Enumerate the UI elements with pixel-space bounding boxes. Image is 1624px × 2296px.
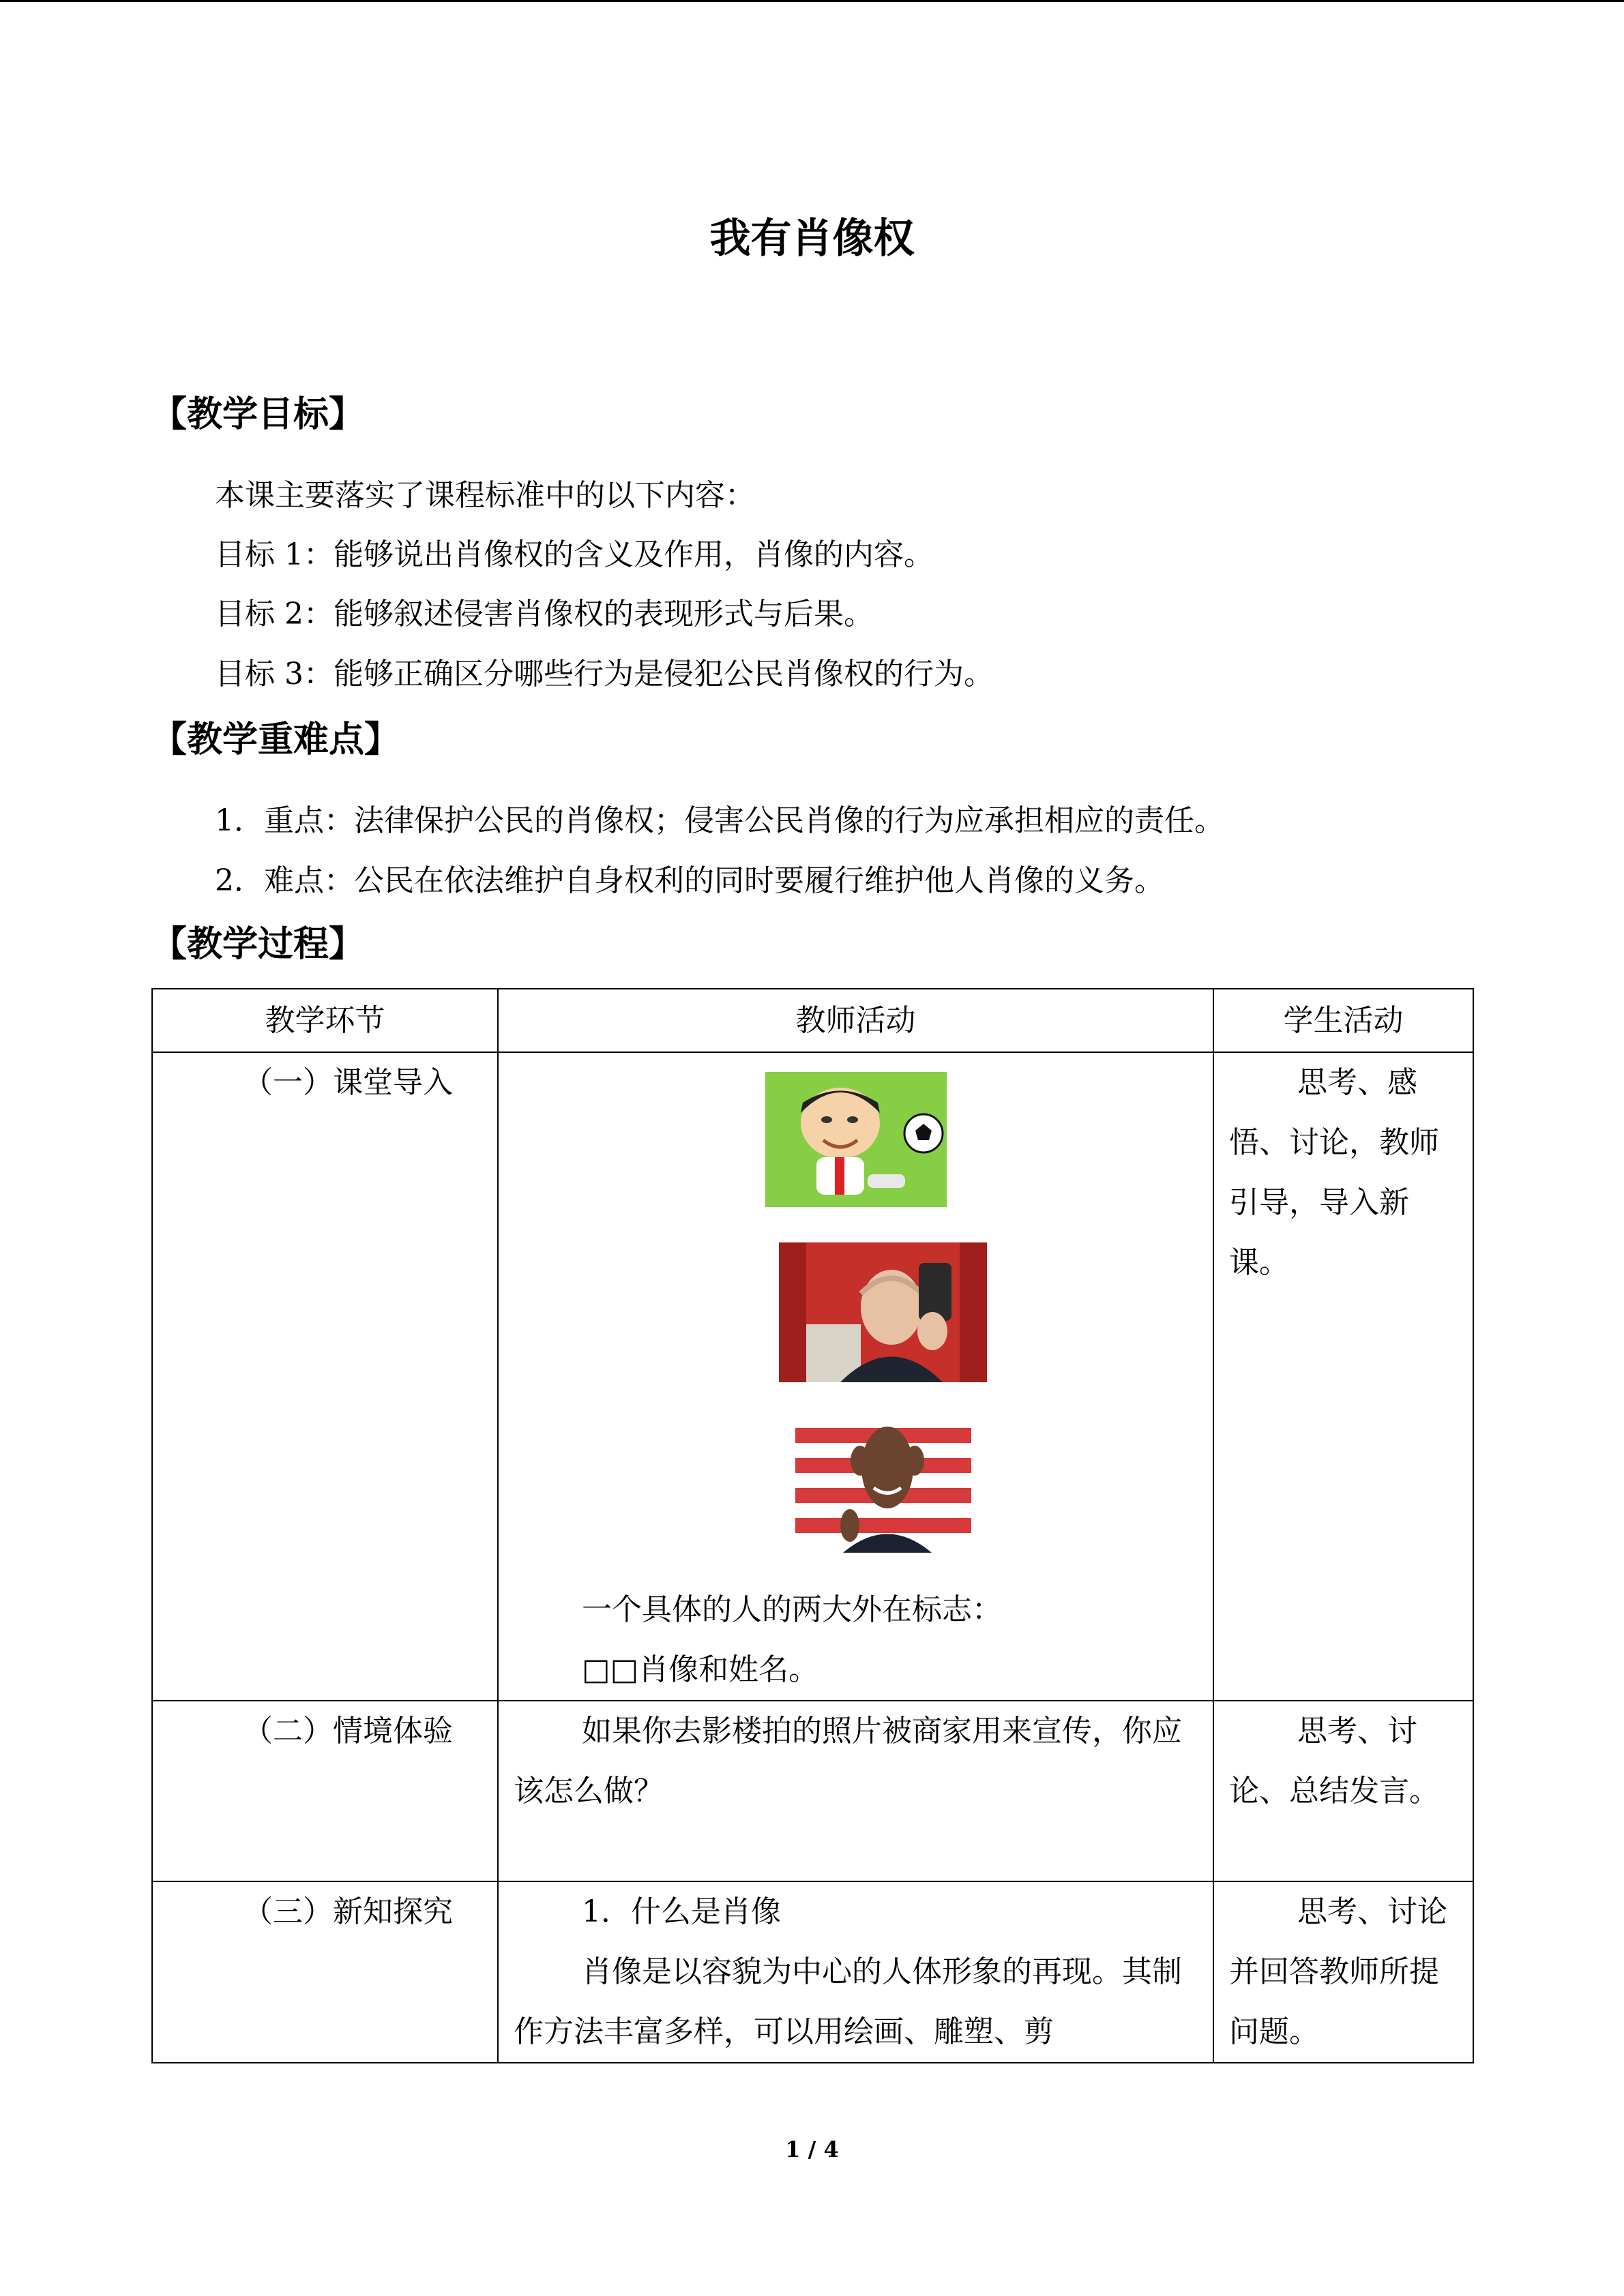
section-heading-key-points: 【教学重难点】 — [151, 719, 400, 760]
student-activity-cell — [1213, 1052, 1473, 1701]
header-student-activity: 学生活动 — [1213, 989, 1473, 1052]
section-heading-process: 【教学过程】 — [151, 924, 365, 965]
table-row — [152, 1881, 1473, 2063]
student-activity-text: 思考、讨论、总结发言。 — [1229, 1714, 1439, 1808]
stage-cell — [152, 1052, 498, 1701]
objectives-line-2: 目标 1：能够说出肖像权的含义及作用，肖像的内容。 — [215, 537, 934, 572]
table-row — [152, 1052, 1473, 1701]
teacher-line: 一个具体的人的两大外在标志： — [582, 1592, 1002, 1627]
stage-cell — [152, 1881, 498, 2063]
stage-cell — [152, 1701, 498, 1881]
teacher-activity-text: 如果你去影楼拍的照片被商家用来宣传，你应该怎么做？ — [514, 1714, 1182, 1808]
student-activity-cell — [1213, 1701, 1473, 1881]
student-activity-cell — [1213, 1881, 1473, 2063]
objectives-line-4: 目标 3：能够正确区分哪些行为是侵犯公民肖像权的行为。 — [215, 657, 994, 691]
key-point-line-1: 1．重点：法律保护公民的肖像权；侵害公民肖像的行为应承担相应的责任。 — [215, 803, 1224, 838]
header-teacher-activity: 教师活动 — [498, 989, 1213, 1052]
page-title: 我有肖像权 — [709, 215, 915, 263]
teacher-activity-cell — [498, 1701, 1213, 1881]
stage-label: （一）课堂导入 — [243, 1065, 453, 1100]
objectives-line-1: 本课主要落实了课程标准中的以下内容： — [215, 478, 755, 513]
selfie-cartoon-image — [779, 1242, 987, 1382]
teaching-process-table — [151, 988, 1474, 2063]
top-border-line — [0, 0, 1624, 2]
key-point-line-2: 2．难点：公民在依法维护自身权利的同时要履行维护他人肖像的义务。 — [215, 863, 1164, 898]
student-activity-text: 思考、感悟、讨论，教师引导，导入新课。 — [1229, 1065, 1439, 1280]
page-number: 1 / 4 — [785, 2136, 839, 2162]
student-activity-text: 思考、讨论并回答教师所提问题。 — [1229, 1894, 1447, 2049]
teacher-activity-heading: 1．什么是肖像 — [582, 1894, 781, 1929]
cartoon-football-image — [765, 1072, 947, 1207]
header-stage: 教学环节 — [152, 989, 498, 1052]
teacher-activity-cell — [498, 1881, 1213, 2063]
teacher-activity-cell — [498, 1052, 1213, 1701]
teacher-activity-text: 肖像是以容貌为中心的人体形象的再现。其制作方法丰富多样，可以用绘画、雕塑、剪 — [514, 1954, 1182, 2049]
section-heading-objectives: 【教学目标】 — [151, 394, 365, 435]
objectives-line-3: 目标 2：能够叙述侵害肖像权的表现形式与后果。 — [215, 597, 874, 631]
table-row — [152, 1701, 1473, 1881]
teacher-line: □□肖像和姓名。 — [582, 1652, 819, 1687]
flag-cartoon-image — [795, 1413, 971, 1553]
stage-label: （二）情境体验 — [243, 1714, 453, 1748]
stage-label: （三）新知探究 — [243, 1894, 453, 1929]
table-header-row — [152, 989, 1473, 1052]
